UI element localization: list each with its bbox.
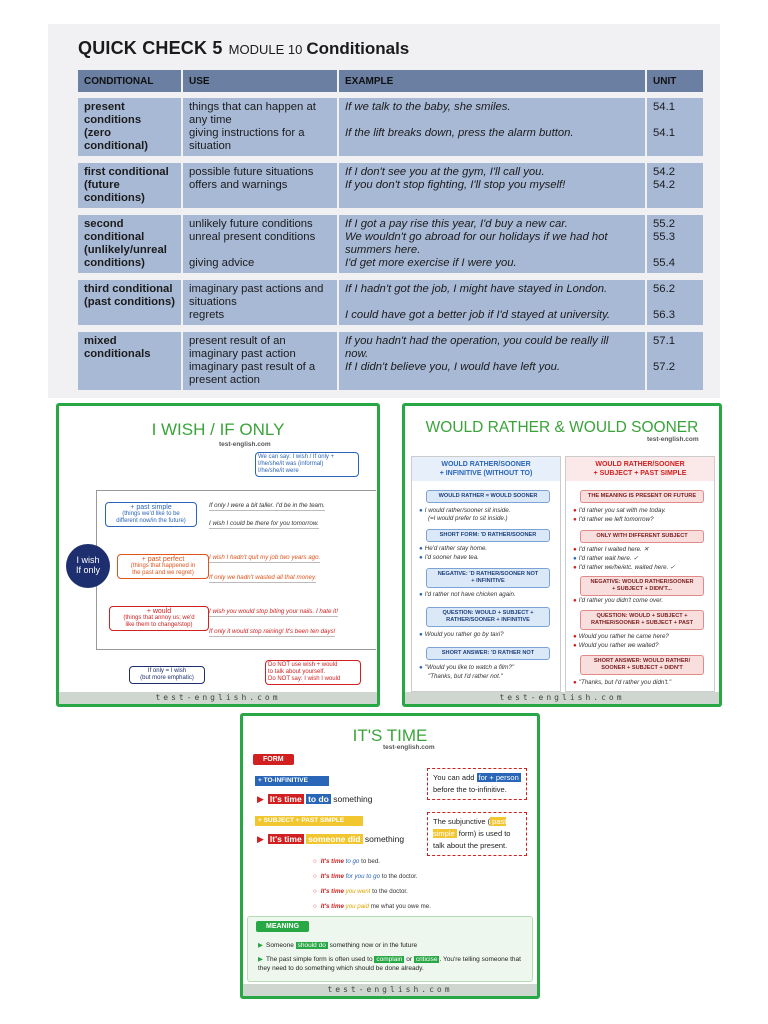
header-use: USE: [182, 70, 338, 92]
rather-site: test-english.com: [647, 436, 699, 443]
table-cell-conditional: present conditions (zero conditional): [78, 98, 182, 157]
table-cell-use: possible future situations offers and warnings: [182, 163, 338, 209]
wish-site: test-english.com: [219, 441, 271, 448]
table-cell-example: If I don't see you at the gym, I'll call you. If you don't stop fighting, I'll stop you myself!: [338, 163, 646, 209]
meaning-tag: MEANING: [256, 921, 309, 932]
header-conditional: CONDITIONAL: [78, 70, 182, 92]
table-row: [78, 98, 704, 157]
to-infinitive-bar: + TO-INFINITIVE: [255, 776, 329, 786]
left-pill-4: QUESTION: WOULD + SUBJECT + RATHER/SOONER + INFINITIVE: [426, 607, 550, 627]
table-cell-example: If I hadn't got the job, I might have stayed in London. I could have got a better job if I'd stayed at university.: [338, 280, 646, 326]
past-simple-example-2: I wish I could be there for you tomorrow.: [209, 520, 319, 527]
would-box: + would (things that annoy us; we'd like them to change/stop): [109, 606, 209, 631]
example-4: ○ It's time you paid me what you owe me.: [313, 903, 431, 910]
table-cell-conditional: second conditional (unlikely/unreal conditions): [78, 215, 182, 274]
time-site: test-english.com: [383, 744, 435, 751]
table-cell-use: imaginary past actions and situations regrets: [182, 280, 338, 326]
left-pill-5: SHORT ANSWER: 'D RATHER NOT: [426, 647, 550, 660]
time-title: IT'S TIME: [352, 726, 428, 745]
right-line-8: ● Would you rather we waited?: [573, 642, 659, 649]
right-pill-3: NEGATIVE: WOULD RATHER/SOONER + SUBJECT + DIDN'T...: [580, 576, 704, 596]
past-simple-example-1: If only I were a bit taller. I'd be in the team.: [209, 502, 325, 509]
form-note-2: The subjunctive ( past simple form) is used to talk about the present.: [427, 812, 527, 856]
table-cell-example: If we talk to the baby, she smiles. If the lift breaks down, press the alarm button.: [338, 98, 646, 157]
right-pill-5: SHORT ANSWER: WOULD RATHER/ SOONER + SUBJECT + DIDN'T: [580, 655, 704, 675]
would-example-2: If only it would stop raining! It's been ten days!: [209, 628, 336, 635]
left-line-7: "Thanks, but I'd rather not.": [428, 673, 503, 680]
left-line-3: ● I'd sooner have tea.: [419, 554, 479, 561]
right-line-7: ● Would you rather he came here?: [573, 633, 669, 640]
right-line-3: ● I'd rather I waited here. ✕: [573, 546, 649, 553]
table-row: [78, 332, 704, 391]
quick-check-table-panel: [48, 24, 720, 398]
meaning-line-2: ▶ The past simple form is often used to complain or criticise . You're telling someone that they need to do something which should be done already.: [258, 956, 521, 972]
meaning-panel: [247, 916, 533, 982]
right-line-6: ● I'd rather you didn't come over.: [573, 597, 664, 604]
left-line-1b: (=I would prefer to sit inside.): [428, 515, 508, 522]
right-pill-4: QUESTION: WOULD + SUBJECT + RATHER/SOONER + SUBJECT + PAST: [580, 610, 704, 630]
form-note-1: You can add for + person before the to-infinitive.: [427, 768, 527, 800]
meaning-line-1: ▶ Someone should do something now or in the future: [258, 942, 418, 949]
left-pill-1: WOULD RATHER = WOULD SOONER: [426, 490, 550, 503]
left-pill-3: NEGATIVE: 'D RATHER/SOONER NOT + INFINITIVE: [426, 568, 550, 588]
table-row: [78, 215, 704, 274]
right-pill-1: THE MEANING IS PRESENT OR FUTURE: [580, 490, 704, 503]
wish-center-circle: I wish If only: [66, 544, 110, 588]
form-tag: FORM: [253, 754, 294, 765]
wish-title: I WISH / IF ONLY: [151, 420, 285, 439]
would-example-1: I wish you would stop biting your nails. I hate it!: [209, 608, 338, 615]
rather-right-column: [565, 456, 715, 692]
right-pill-2: ONLY WITH DIFFERENT SUBJECT: [580, 530, 704, 543]
example-2: ○ It's time for you to go to the doctor.: [313, 873, 418, 880]
left-line-1: ● I would rather/sooner sit inside.: [419, 507, 511, 514]
right-line-4: ● I'd rather wait here. ✓: [573, 555, 639, 562]
if-only-box: If only = I wish (but more emphatic): [129, 666, 205, 684]
example-1: ○ It's time to go to bed.: [313, 858, 381, 865]
left-column-header: WOULD RATHER/SOONER + INFINITIVE (WITHOUT TO): [412, 457, 560, 481]
table-cell-example: If you hadn't had the operation, you could be really ill now. If I didn't believe you, I would have left you.: [338, 332, 646, 391]
table-cell-conditional: first conditional (future conditions): [78, 163, 182, 209]
wish-footer: test-english.com: [59, 692, 377, 704]
rather-title: WOULD RATHER & WOULD SOONER: [425, 419, 699, 436]
wish-if-only-card: [56, 403, 380, 707]
table-cell-unit: 54.1 54.1: [646, 98, 704, 157]
table-cell-use: present result of an imaginary past action imaginary past result of a present action: [182, 332, 338, 391]
right-column-header: WOULD RATHER/SOONER + SUBJECT + PAST SIMPLE: [566, 457, 714, 481]
left-line-4: ● I'd rather not have chicken again.: [419, 591, 516, 598]
table-cell-use: things that can happen at any time giving instructions for a situation: [182, 98, 338, 157]
form-line-2: ▶ It's time someone did something: [257, 834, 405, 844]
left-line-2: ● He'd rather stay home.: [419, 545, 488, 552]
table-row: [78, 163, 704, 209]
form-line-1: ▶ It's time to do something: [257, 794, 373, 804]
conditionals-table: [78, 70, 705, 392]
table-cell-example: If I got a pay rise this year, I'd buy a new car. We wouldn't go abroad for our holidays if we had hot summers here. I'd get more exercise if I were you.: [338, 215, 646, 274]
header-example: EXAMPLE: [338, 70, 646, 92]
right-line-1: ● I'd rather you sat with me today.: [573, 507, 666, 514]
table-cell-unit: 57.1 57.2: [646, 332, 704, 391]
past-perfect-example-1: I wish I hadn't quit my job two years ago.: [209, 554, 321, 561]
table-header-row: [78, 70, 704, 92]
past-perfect-example-2: If only we hadn't wasted all that money.: [209, 574, 317, 581]
past-perfect-box: + past perfect (things that happened in the past and we regret): [117, 554, 209, 579]
right-line-5: ● I'd rather we/he/etc. waited here. ✓: [573, 564, 676, 571]
rather-left-column: [411, 456, 561, 692]
left-line-6: ● "Would you like to watch a film?": [419, 664, 515, 671]
would-rather-card: [402, 403, 722, 707]
table-cell-unit: 56.2 56.3: [646, 280, 704, 326]
past-simple-box: + past simple (things we'd like to be different now/in the future): [105, 502, 197, 527]
time-footer: test-english.com: [243, 984, 537, 996]
table-cell-conditional: mixed conditionals: [78, 332, 182, 391]
table-row: [78, 280, 704, 326]
table-cell-conditional: third conditional (past conditions): [78, 280, 182, 326]
table-cell-use: unlikely future conditions unreal present conditions giving advice: [182, 215, 338, 274]
warning-box: Do NOT use wish + would to talk about yourself. Do NOT say: I wish I would: [265, 660, 361, 685]
quick-check-title: QUICK CHECK 5 MODULE 10 Conditionals: [78, 38, 410, 58]
its-time-card: [240, 713, 540, 999]
can-say-box: We can say: I wish / If only + I/he/she/it was (informal) I/he/she/it were: [255, 452, 359, 477]
header-unit: UNIT: [646, 70, 704, 92]
right-line-2: ● I'd rather we left tomorrow?: [573, 516, 654, 523]
left-pill-2: SHORT FORM: 'D RATHER/SOONER: [426, 529, 550, 542]
right-line-9: ● "Thanks, but I'd rather you didn't.": [573, 679, 672, 686]
table-cell-unit: 54.2 54.2: [646, 163, 704, 209]
left-line-5: ● Would you rather go by taxi?: [419, 631, 504, 638]
rather-footer: test-english.com: [405, 692, 719, 704]
table-cell-unit: 55.2 55.3 55.4: [646, 215, 704, 274]
example-3: ○ It's time you went to the doctor.: [313, 888, 408, 895]
subject-past-bar: + SUBJECT + PAST SIMPLE: [255, 816, 363, 826]
